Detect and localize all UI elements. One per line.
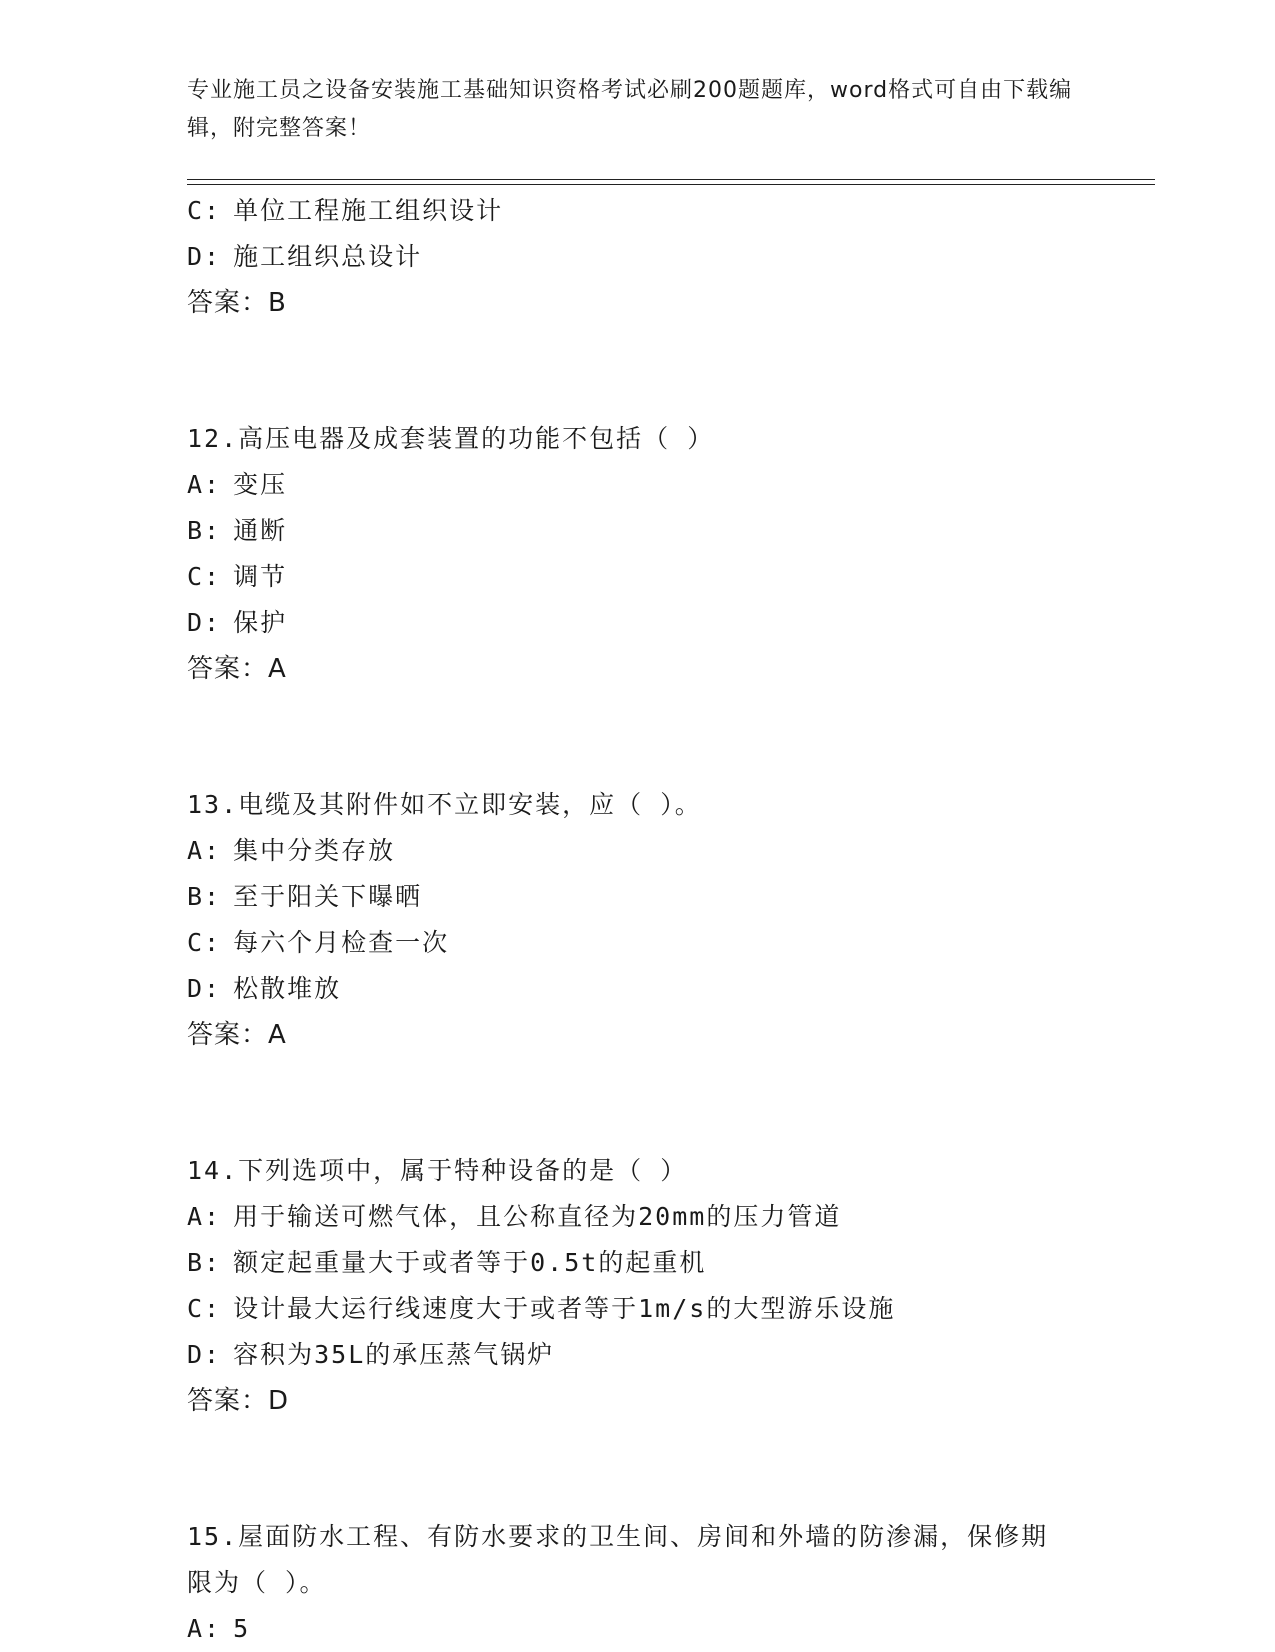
- question-stem: 12.高压电器及成套装置的功能不包括（ ）: [187, 424, 715, 453]
- option-c: C: 设计最大运行线速度大于或者等于1m/s的大型游乐设施: [187, 1294, 896, 1323]
- option-c: C: 调节: [187, 562, 288, 591]
- option-c: C: 每六个月检查一次: [187, 928, 450, 957]
- option-b: B: 通断: [187, 516, 288, 545]
- prev-question: [187, 188, 1147, 326]
- option-a: A: 用于输送可燃气体，且公称直径为20mm的压力管道: [187, 1202, 842, 1231]
- document-header: 专业施工员之设备安装施工基础知识资格考试必刷200题题库，word格式可自由下载编辑，附完整答案！: [187, 78, 1073, 141]
- answer: 答案：A: [187, 654, 287, 684]
- option-d: D: 保护: [187, 608, 288, 637]
- option-a: A: 集中分类存放: [187, 836, 396, 865]
- header-divider-bottom: [187, 184, 1155, 185]
- option-d: D: 容积为35L的承压蒸气锅炉: [187, 1340, 555, 1369]
- option-b: B: 至于阳关下曝晒: [187, 882, 423, 911]
- option-a: A: 变压: [187, 470, 288, 499]
- answer: 答案：A: [187, 1020, 287, 1050]
- question-stem: 13.电缆及其附件如不立即安装，应（ ）。: [187, 790, 702, 819]
- question-stem: 14.下列选项中，属于特种设备的是（ ）: [187, 1156, 688, 1185]
- option-c: C: 单位工程施工组织设计: [187, 196, 504, 225]
- question-12: [187, 416, 1147, 692]
- option-b: B: 额定起重量大于或者等于0.5t的起重机: [187, 1248, 707, 1277]
- option-d: D: 松散堆放: [187, 974, 342, 1003]
- option-a: A: 5: [187, 1614, 251, 1643]
- option-d: D: 施工组织总设计: [187, 242, 423, 271]
- question-14: [187, 1148, 1147, 1424]
- question-13: [187, 782, 1147, 1058]
- question-stem: 15.屋面防水工程、有防水要求的卫生间、房间和外墙的防渗漏，保修期限为（ ）。: [187, 1522, 1049, 1597]
- question-15: [187, 1514, 1147, 1652]
- header-divider-top: [187, 179, 1155, 180]
- question-list: [187, 188, 1147, 1652]
- answer: 答案：D: [187, 1386, 290, 1416]
- answer: 答案：B: [187, 288, 287, 318]
